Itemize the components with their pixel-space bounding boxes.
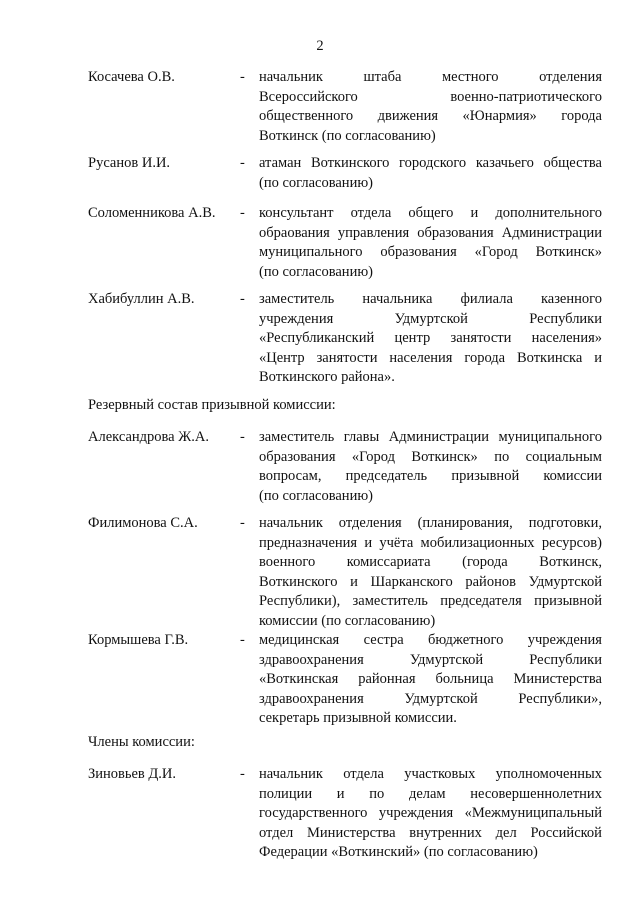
- person-name: Зиновьев Д.И.: [88, 766, 177, 782]
- members-heading: Члены комиссии:: [88, 734, 195, 750]
- description-line: здравоохранения Удмуртской Республики: [259, 651, 602, 668]
- position-description: [259, 765, 602, 863]
- dash-separator: -: [240, 291, 245, 307]
- dash-separator: -: [240, 155, 245, 171]
- dash-separator: -: [240, 515, 245, 531]
- description-line: заместитель главы Администрации муниципального: [259, 429, 602, 445]
- description-line: Федерации «Воткинский» (по согласованию): [259, 844, 538, 861]
- person-name: Филимонова С.А.: [88, 515, 198, 531]
- person-name: Александрова Ж.А.: [88, 429, 209, 445]
- description-line: Воткинского и Шарканского районов Удмуртской: [259, 573, 602, 590]
- page-number: 2: [316, 38, 324, 54]
- person-name: Хабибуллин А.В.: [88, 291, 195, 307]
- description-line: вопросам, председатель призывной комиссии: [259, 468, 602, 485]
- person-name: Соломенникова А.В.: [88, 205, 216, 221]
- description-line: «Республиканский центр занятости населения»: [259, 330, 602, 347]
- position-description: [259, 631, 602, 729]
- description-line: секретарь призывной комиссии.: [259, 710, 457, 727]
- description-line: (по согласованию): [259, 174, 373, 191]
- person-name: Русанов И.И.: [88, 155, 171, 171]
- description-line: отдел Министерства внутренних дел Российской: [259, 824, 602, 841]
- description-line: общественного движения «Юнармия» города: [259, 108, 602, 125]
- position-description: [259, 154, 602, 193]
- description-line: военного комиссариата (города Воткинск,: [259, 554, 602, 571]
- description-line: «Центр занятости населения города Воткинска и: [259, 349, 602, 366]
- description-line: Воткинского района».: [259, 369, 395, 386]
- description-line: обраования управления образования Администрации: [259, 224, 602, 241]
- description-line: Всероссийского военно-патриотического: [259, 88, 602, 105]
- position-description: [259, 514, 602, 632]
- description-line: консультант отдела общего и дополнительного: [259, 205, 602, 221]
- description-line: государственного учреждения «Межмуниципальный: [259, 805, 602, 822]
- description-line: начальник отделения (планирования, подготовки,: [259, 515, 602, 531]
- position-description: [259, 290, 602, 388]
- person-name: Кормышева Г.В.: [88, 632, 189, 648]
- dash-separator: -: [240, 632, 245, 648]
- description-line: атаман Воткинского городского казачьего общества: [259, 155, 602, 171]
- position-description: [259, 68, 602, 146]
- description-line: муниципального образования «Город Воткинск»: [259, 244, 602, 261]
- description-line: начальник штаба местного отделения: [259, 69, 602, 85]
- description-line: Воткинск (по согласованию): [259, 127, 436, 144]
- description-line: полиции и по делам несовершеннолетних: [259, 785, 602, 802]
- description-line: учреждения Удмуртской Республики: [259, 310, 602, 327]
- description-line: начальник отдела участковых уполномоченных: [259, 766, 602, 782]
- reserve-heading: Резервный состав призывной комиссии:: [88, 397, 336, 413]
- description-line: заместитель начальника филиала казенного: [259, 291, 602, 307]
- position-description: [259, 204, 602, 282]
- description-line: предназначения и учёта мобилизационных ресурсов): [259, 534, 602, 551]
- description-line: Республики), заместитель председателя призывной: [259, 593, 602, 610]
- dash-separator: -: [240, 205, 245, 221]
- description-line: образования «Город Воткинск» по социальным: [259, 448, 602, 465]
- description-line: «Воткинская районная больница Министерства: [259, 671, 602, 688]
- position-description: [259, 428, 602, 506]
- description-line: (по согласованию): [259, 263, 373, 280]
- description-line: (по согласованию): [259, 487, 373, 504]
- dash-separator: -: [240, 69, 245, 85]
- dash-separator: -: [240, 429, 245, 445]
- dash-separator: -: [240, 766, 245, 782]
- description-line: комиссии (по согласованию): [259, 612, 436, 629]
- person-name: Косачева О.В.: [88, 69, 175, 85]
- description-line: медицинская сестра бюджетного учреждения: [259, 632, 602, 648]
- description-line: здравоохранения Удмуртской Республики»,: [259, 690, 602, 707]
